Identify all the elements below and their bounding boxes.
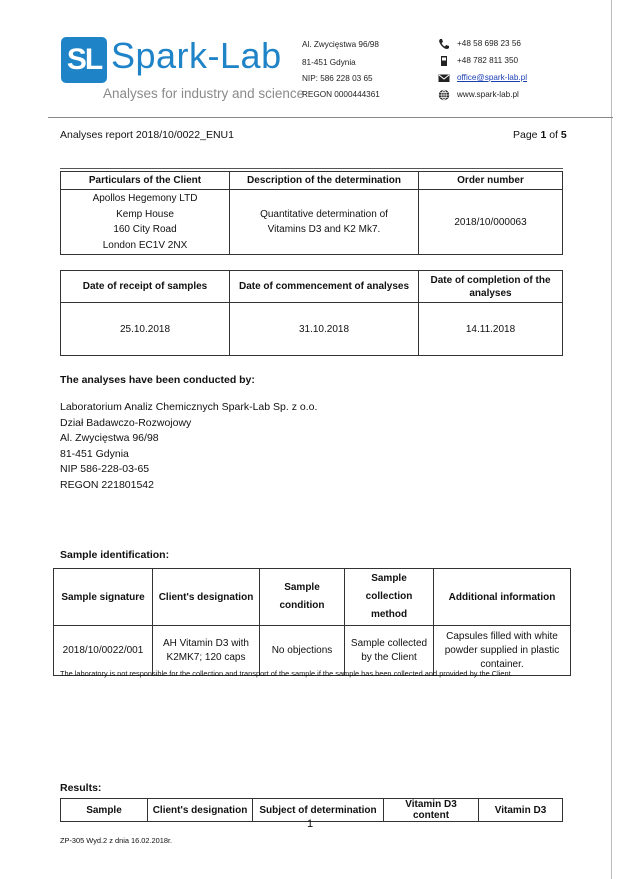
header-divider xyxy=(48,117,613,118)
globe-icon xyxy=(438,89,450,101)
brand-name: Spark-Lab xyxy=(111,35,282,76)
footer-text: ZP-305 Wyd.2 z dnia 16.02.2018r. xyxy=(60,836,173,845)
page-number: 1 xyxy=(307,818,314,830)
table-header: Order number xyxy=(419,172,563,190)
table-header: Client's designation xyxy=(148,799,253,822)
phone-number: +48 58 698 23 56 xyxy=(457,39,521,48)
address-regon: REGON 0000444361 xyxy=(302,90,380,99)
table-header: Additional information xyxy=(434,569,571,626)
conducted-by-heading: The analyses have been conducted by: xyxy=(60,374,255,386)
table-header: Date of commencement of analyses xyxy=(230,271,419,303)
logo-mark: SL xyxy=(61,37,107,83)
table-header: Description of the determination xyxy=(230,172,419,190)
mail-icon xyxy=(438,72,450,84)
address-street: Al. Zwycięstwa 96/98 xyxy=(302,40,379,49)
table-header: Date of receipt of samples xyxy=(61,271,230,303)
sample-table xyxy=(53,568,571,676)
mobile-icon xyxy=(438,55,450,67)
table-header: Sample xyxy=(61,799,148,822)
receipt-date: 25.10.2018 xyxy=(61,303,230,356)
mobile-number: +48 782 811 350 xyxy=(457,56,519,65)
table-header: Date of completion of the analyses xyxy=(419,271,563,303)
client-table xyxy=(60,171,563,255)
sample-signature: 2018/10/0022/001 xyxy=(54,626,153,676)
website-text: www.spark-lab.pl xyxy=(457,90,519,99)
table-header: Sample condition xyxy=(260,569,345,626)
report-title: Analyses report 2018/10/0022_ENU1 xyxy=(60,129,234,141)
additional-information: Capsules filled with white powder supplied in plastic container. xyxy=(434,626,571,676)
address-nip: NIP: 586 228 03 65 xyxy=(302,74,373,83)
email-link[interactable]: office@spark-lab.pl xyxy=(457,73,528,82)
phone-icon xyxy=(438,38,450,50)
commencement-date: 31.10.2018 xyxy=(230,303,419,356)
lab-nip: NIP 586-228-03-65 xyxy=(60,463,150,475)
lab-regon: REGON 221801542 xyxy=(60,478,154,491)
page-edge xyxy=(611,0,612,879)
collection-method: Sample collected by the Client xyxy=(345,626,434,676)
brand-tagline: Analyses for industry and science xyxy=(103,86,305,101)
results-heading: Results: xyxy=(60,782,102,794)
lab-street: Al. Zwycięstwa 96/98 xyxy=(60,432,159,444)
lab-city: 81-451 Gdynia xyxy=(60,447,129,460)
table-header: Client's designation xyxy=(153,569,260,626)
section-divider xyxy=(60,168,563,169)
table-header: Vitamin D3 content xyxy=(384,799,479,822)
order-number: 2018/10/000063 xyxy=(419,190,563,255)
sample-condition: No objections xyxy=(260,626,345,676)
responsibility-note: The laboratory is not responsible for the collection and transport of the sample if the sample has been collected and provided by the Client. xyxy=(60,669,513,678)
table-header: Subject of determination xyxy=(253,799,384,822)
client-designation: AH Vitamin D3 with K2MK7; 120 caps xyxy=(153,626,260,676)
table-header: Sample collection method xyxy=(345,569,434,626)
sample-identification-heading: Sample identification: xyxy=(60,549,170,561)
address-city: 81-451 Gdynia xyxy=(302,58,356,67)
page-indicator: Page 1 of 5 xyxy=(513,129,567,141)
table-header: Particulars of the Client xyxy=(61,172,230,190)
table-header: Vitamin D3 xyxy=(479,799,563,822)
dates-table xyxy=(60,270,563,356)
lab-department: Dział Badawczo-Rozwojowy xyxy=(60,416,192,429)
determination-description: Quantitative determination of Vitamins D3 and K2 Mk7. xyxy=(230,190,419,255)
table-header: Sample signature xyxy=(54,569,153,626)
client-particulars: Apollos Hegemony LTD Kemp House 160 City Road London EC1V 2NX xyxy=(61,190,230,255)
lab-name: Laboratorium Analiz Chemicznych Spark-Lab Sp. z o.o. xyxy=(60,401,318,413)
completion-date: 14.11.2018 xyxy=(419,303,563,356)
